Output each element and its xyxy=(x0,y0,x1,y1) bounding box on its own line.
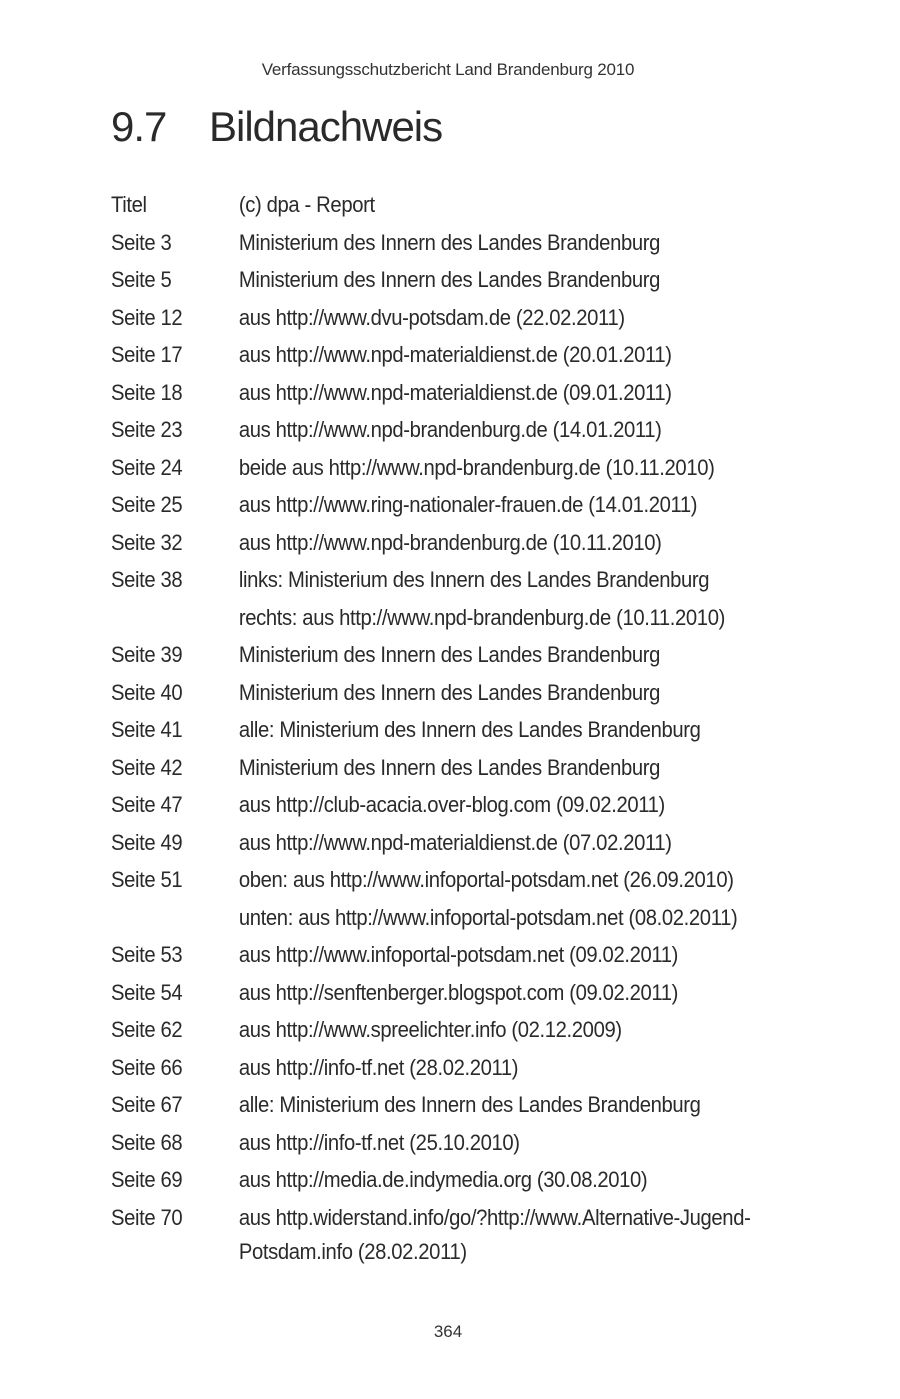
credit-page-ref: Seite 12 xyxy=(111,304,183,330)
credit-sources xyxy=(239,336,810,374)
credit-sources xyxy=(239,974,810,1012)
credit-page-ref: Seite 62 xyxy=(111,1017,183,1042)
credit-row xyxy=(111,186,810,224)
credit-row xyxy=(111,486,810,524)
credit-row xyxy=(111,1049,810,1087)
credit-source-line: aus http://www.npd-materialdienst.de (07.02.2011) xyxy=(238,829,672,855)
credit-source-line: alle: Ministerium des Innern des Landes Brandenburg xyxy=(238,1092,701,1117)
credit-sources xyxy=(239,824,810,862)
credit-source-line: Potsdam.info (28.02.2011) xyxy=(238,1238,467,1264)
credit-source-line: Ministerium des Innern des Landes Brandenburg xyxy=(238,267,660,292)
credit-sources xyxy=(239,749,810,787)
credit-source-line: aus http://www.spreelichter.info (02.12.2009) xyxy=(238,1017,622,1042)
credit-row xyxy=(111,224,810,262)
credit-page-ref: Seite 24 xyxy=(111,454,183,480)
credit-row xyxy=(111,1086,810,1124)
credit-source-line: aus http://www.npd-brandenburg.de (14.01.2011) xyxy=(238,417,662,442)
credit-source-line: (c) dpa - Report xyxy=(238,192,375,217)
credit-source-line: links: Ministerium des Innern des Landes Brandenburg xyxy=(238,567,710,592)
credit-page-ref: Seite 23 xyxy=(111,417,183,442)
credit-sources xyxy=(239,486,810,524)
credit-source-line: aus http://www.ring-nationaler-frauen.de (14.01.2011) xyxy=(238,492,698,517)
credit-sources xyxy=(239,711,810,749)
credit-page-ref: Seite 32 xyxy=(111,529,183,555)
credit-page-ref: Seite 47 xyxy=(111,792,183,817)
credit-source-line: alle: Ministerium des Innern des Landes Brandenburg xyxy=(238,717,701,742)
credit-sources xyxy=(239,674,810,712)
credit-source-line: aus http://www.infoportal-potsdam.net (09.02.2011) xyxy=(238,942,679,967)
credit-source-line: Ministerium des Innern des Landes Brandenburg xyxy=(238,229,660,255)
credit-source-line: aus http.widerstand.info/go/?http://www.Alternative-Jugend- xyxy=(238,1204,751,1230)
credit-page-ref: Seite 3 xyxy=(111,229,172,255)
credit-sources xyxy=(239,524,810,562)
credit-row xyxy=(111,936,810,974)
section-number: 9.7 xyxy=(111,103,167,150)
credit-source-line: aus http://info-tf.net (25.10.2010) xyxy=(238,1129,520,1155)
credit-page-ref: Seite 54 xyxy=(111,979,183,1005)
credit-sources xyxy=(239,1011,810,1049)
credit-source-line: aus http://info-tf.net (28.02.2011) xyxy=(238,1054,519,1080)
credit-row xyxy=(111,711,810,749)
credit-sources xyxy=(239,636,810,674)
credit-sources xyxy=(239,561,810,636)
credit-page-ref: Seite 40 xyxy=(111,679,183,705)
credit-page-ref: Seite 53 xyxy=(111,942,183,967)
credit-source-line: aus http://club-acacia.over-blog.com (09.02.2011) xyxy=(238,792,665,817)
credit-source-line: aus http://www.npd-brandenburg.de (10.11.2010) xyxy=(238,529,662,555)
credit-source-line: Ministerium des Innern des Landes Brandenburg xyxy=(238,754,660,780)
credit-page-ref: Seite 69 xyxy=(111,1167,183,1192)
credit-source-line: Ministerium des Innern des Landes Brandenburg xyxy=(238,679,660,705)
credit-sources xyxy=(239,374,810,412)
credit-source-line: aus http://www.npd-materialdienst.de (20.01.2011) xyxy=(238,342,672,367)
credit-page-ref: Seite 17 xyxy=(111,342,183,367)
credit-row xyxy=(111,411,810,449)
credit-page-ref: Seite 38 xyxy=(111,567,183,592)
credit-sources xyxy=(239,1124,810,1162)
credit-row xyxy=(111,524,810,562)
credit-sources xyxy=(239,1199,810,1267)
credit-page-ref: Seite 49 xyxy=(111,829,183,855)
credit-row xyxy=(111,974,810,1012)
credit-sources xyxy=(239,1161,810,1199)
section-title: Bildnachweis xyxy=(209,103,443,150)
credit-page-ref: Seite 70 xyxy=(111,1204,183,1230)
credit-page-ref: Seite 25 xyxy=(111,492,183,517)
credit-row xyxy=(111,636,810,674)
credit-page-ref: Seite 51 xyxy=(111,867,183,892)
credit-sources xyxy=(239,224,810,262)
credit-page-ref: Seite 67 xyxy=(111,1092,183,1117)
credit-page-ref: Seite 68 xyxy=(111,1129,183,1155)
image-credits-list xyxy=(111,186,811,1267)
credit-row xyxy=(111,824,810,862)
credit-source-line: aus http://media.de.indymedia.org (30.08.2010) xyxy=(238,1167,648,1192)
credit-page-ref: Seite 42 xyxy=(111,754,183,780)
credit-page-ref: Seite 66 xyxy=(111,1054,183,1080)
credit-sources xyxy=(239,861,810,936)
page-number: 364 xyxy=(433,1322,463,1341)
credit-row xyxy=(111,449,810,487)
credit-row xyxy=(111,674,810,712)
credit-source-line: Ministerium des Innern des Landes Brandenburg xyxy=(238,642,660,667)
credit-source-line: oben: aus http://www.infoportal-potsdam.net (26.09.2010) xyxy=(238,867,734,892)
credit-source-line: aus http://senftenberger.blogspot.com (09.02.2011) xyxy=(238,979,679,1005)
credit-row xyxy=(111,561,810,636)
credit-row xyxy=(111,1161,810,1199)
credit-sources xyxy=(239,299,810,337)
credit-source-line: aus http://www.npd-materialdienst.de (09.01.2011) xyxy=(238,379,672,405)
section-heading xyxy=(111,103,442,151)
credit-row xyxy=(111,1011,810,1049)
credit-page-ref: Titel xyxy=(111,192,147,217)
credit-source-line: aus http://www.dvu-potsdam.de (22.02.2011) xyxy=(238,304,625,330)
credit-sources xyxy=(239,186,810,224)
credit-source-line: rechts: aus http://www.npd-brandenburg.de (10.11.2010) xyxy=(238,604,725,630)
credit-sources xyxy=(239,1049,810,1087)
credit-page-ref: Seite 18 xyxy=(111,379,183,405)
credit-page-ref: Seite 39 xyxy=(111,642,183,667)
credit-sources xyxy=(239,786,810,824)
credit-row xyxy=(111,1124,810,1162)
credit-row xyxy=(111,299,810,337)
credit-page-ref: Seite 5 xyxy=(111,267,172,292)
credit-source-line: beide aus http://www.npd-brandenburg.de (10.11.2010) xyxy=(238,454,715,480)
credit-sources xyxy=(239,449,810,487)
credit-page-ref: Seite 41 xyxy=(111,717,183,742)
credit-sources xyxy=(239,936,810,974)
credit-sources xyxy=(239,411,810,449)
running-header: Verfassungsschutzbericht Land Brandenburg 2010 xyxy=(261,60,635,79)
credit-row xyxy=(111,336,810,374)
credit-source-line: unten: aus http://www.infoportal-potsdam.net (08.02.2011) xyxy=(238,904,738,930)
credit-sources xyxy=(239,261,810,299)
credit-row xyxy=(111,786,810,824)
credit-row xyxy=(111,749,810,787)
credit-row xyxy=(111,374,810,412)
credit-row xyxy=(111,1199,810,1267)
credit-row xyxy=(111,261,810,299)
credit-row xyxy=(111,861,810,936)
credit-sources xyxy=(239,1086,810,1124)
